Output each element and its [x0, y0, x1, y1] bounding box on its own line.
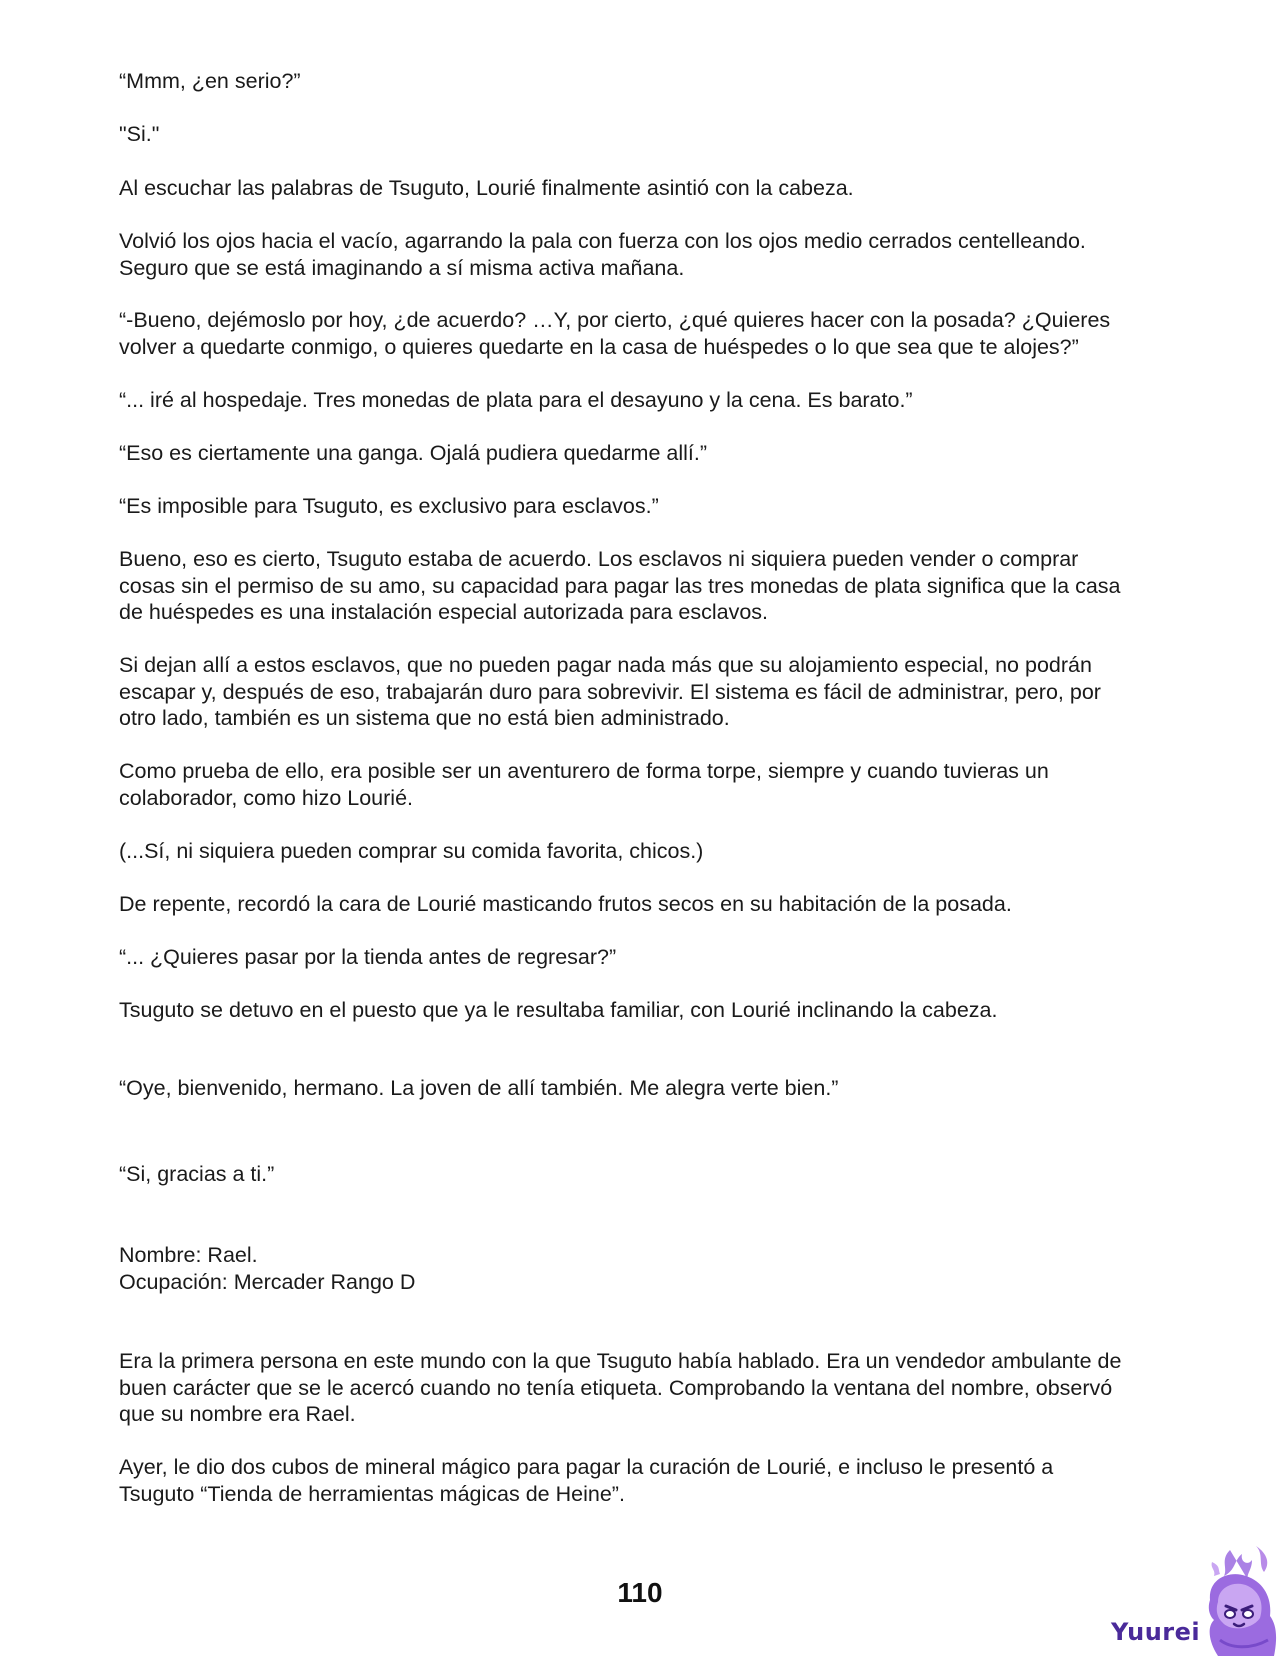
- paragraph: "Si.": [119, 122, 160, 146]
- paragraph: (...Sí, ni siquiera pueden comprar su comida favorita, chicos.): [119, 839, 704, 863]
- paragraph: “-Bueno, dejémoslo por hoy, ¿de acuerdo? …Y, por cierto, ¿qué quieres hacer con la posada? ¿Quieres volver a quedarte conmigo, o quieres quedarte en la casa de huéspedes o lo que sea que te alojes?”: [119, 308, 1111, 359]
- paragraph: Ayer, le dio dos cubos de mineral mágico para pagar la curación de Lourié, e incluso le presentó a Tsuguto “Tienda de herramientas mágicas de Heine”.: [119, 1455, 1054, 1506]
- paragraph: Al escuchar las palabras de Tsuguto, Lourié finalmente asintió con la cabeza.: [119, 176, 854, 200]
- paragraph: “Oye, bienvenido, hermano. La joven de allí también. Me alegra verte bien.”: [119, 1076, 839, 1100]
- paragraph: Nombre: Rael. Ocupación: Mercader Rango D: [119, 1243, 416, 1294]
- watermark-text: Yuurei: [1111, 1618, 1201, 1646]
- paragraph: “Eso es ciertamente una ganga. Ojalá pudiera quedarme allí.”: [119, 441, 708, 465]
- watermark: [1100, 1540, 1280, 1656]
- paragraph: “... iré al hospedaje. Tres monedas de plata para el desayuno y la cena. Es barato.”: [119, 388, 913, 412]
- paragraph: Tsuguto se detuvo en el puesto que ya le resultaba familiar, con Lourié inclinando la cabeza.: [119, 998, 998, 1022]
- paragraph: Bueno, eso es cierto, Tsuguto estaba de acuerdo. Los esclavos ni siquiera pueden vender o comprar cosas sin el permiso de su amo, su capacidad para pagar las tres monedas de plata significa que la casa de huéspedes es una instalación especial autorizada para esclavos.: [119, 547, 1121, 624]
- paragraph: Si dejan allí a estos esclavos, que no pueden pagar nada más que su alojamiento especial, no podrán escapar y, después de eso, trabajarán duro para sobrevivir. El sistema es fácil de administrar, pero, por otro lado, también es un sistema que no está bien administrado.: [119, 653, 1101, 730]
- paragraph: De repente, recordó la cara de Lourié masticando frutos secos en su habitación de la posada.: [119, 892, 1012, 916]
- page-number: 110: [617, 1577, 663, 1608]
- paragraph: “Si, gracias a ti.”: [119, 1162, 275, 1186]
- paragraph: Volvió los ojos hacia el vacío, agarrando la pala con fuerza con los ojos medio cerrados centelleando. Seguro que se está imaginando a sí misma activa mañana.: [119, 229, 1086, 280]
- paragraph: “Mmm, ¿en serio?”: [119, 69, 301, 93]
- ghost-icon: [1190, 1540, 1280, 1656]
- paragraph: Como prueba de ello, era posible ser un aventurero de forma torpe, siempre y cuando tuvieras un colaborador, como hizo Lourié.: [119, 759, 1049, 810]
- paragraph: “Es imposible para Tsuguto, es exclusivo para esclavos.”: [119, 494, 659, 518]
- paragraph: “... ¿Quieres pasar por la tienda antes de regresar?”: [119, 945, 617, 969]
- paragraph: Era la primera persona en este mundo con la que Tsuguto había hablado. Era un vendedor ambulante de buen carácter que se le acercó cuando no tenía etiqueta. Comprobando la ventana del nombre, observó que su nombre era Rael.: [119, 1349, 1122, 1426]
